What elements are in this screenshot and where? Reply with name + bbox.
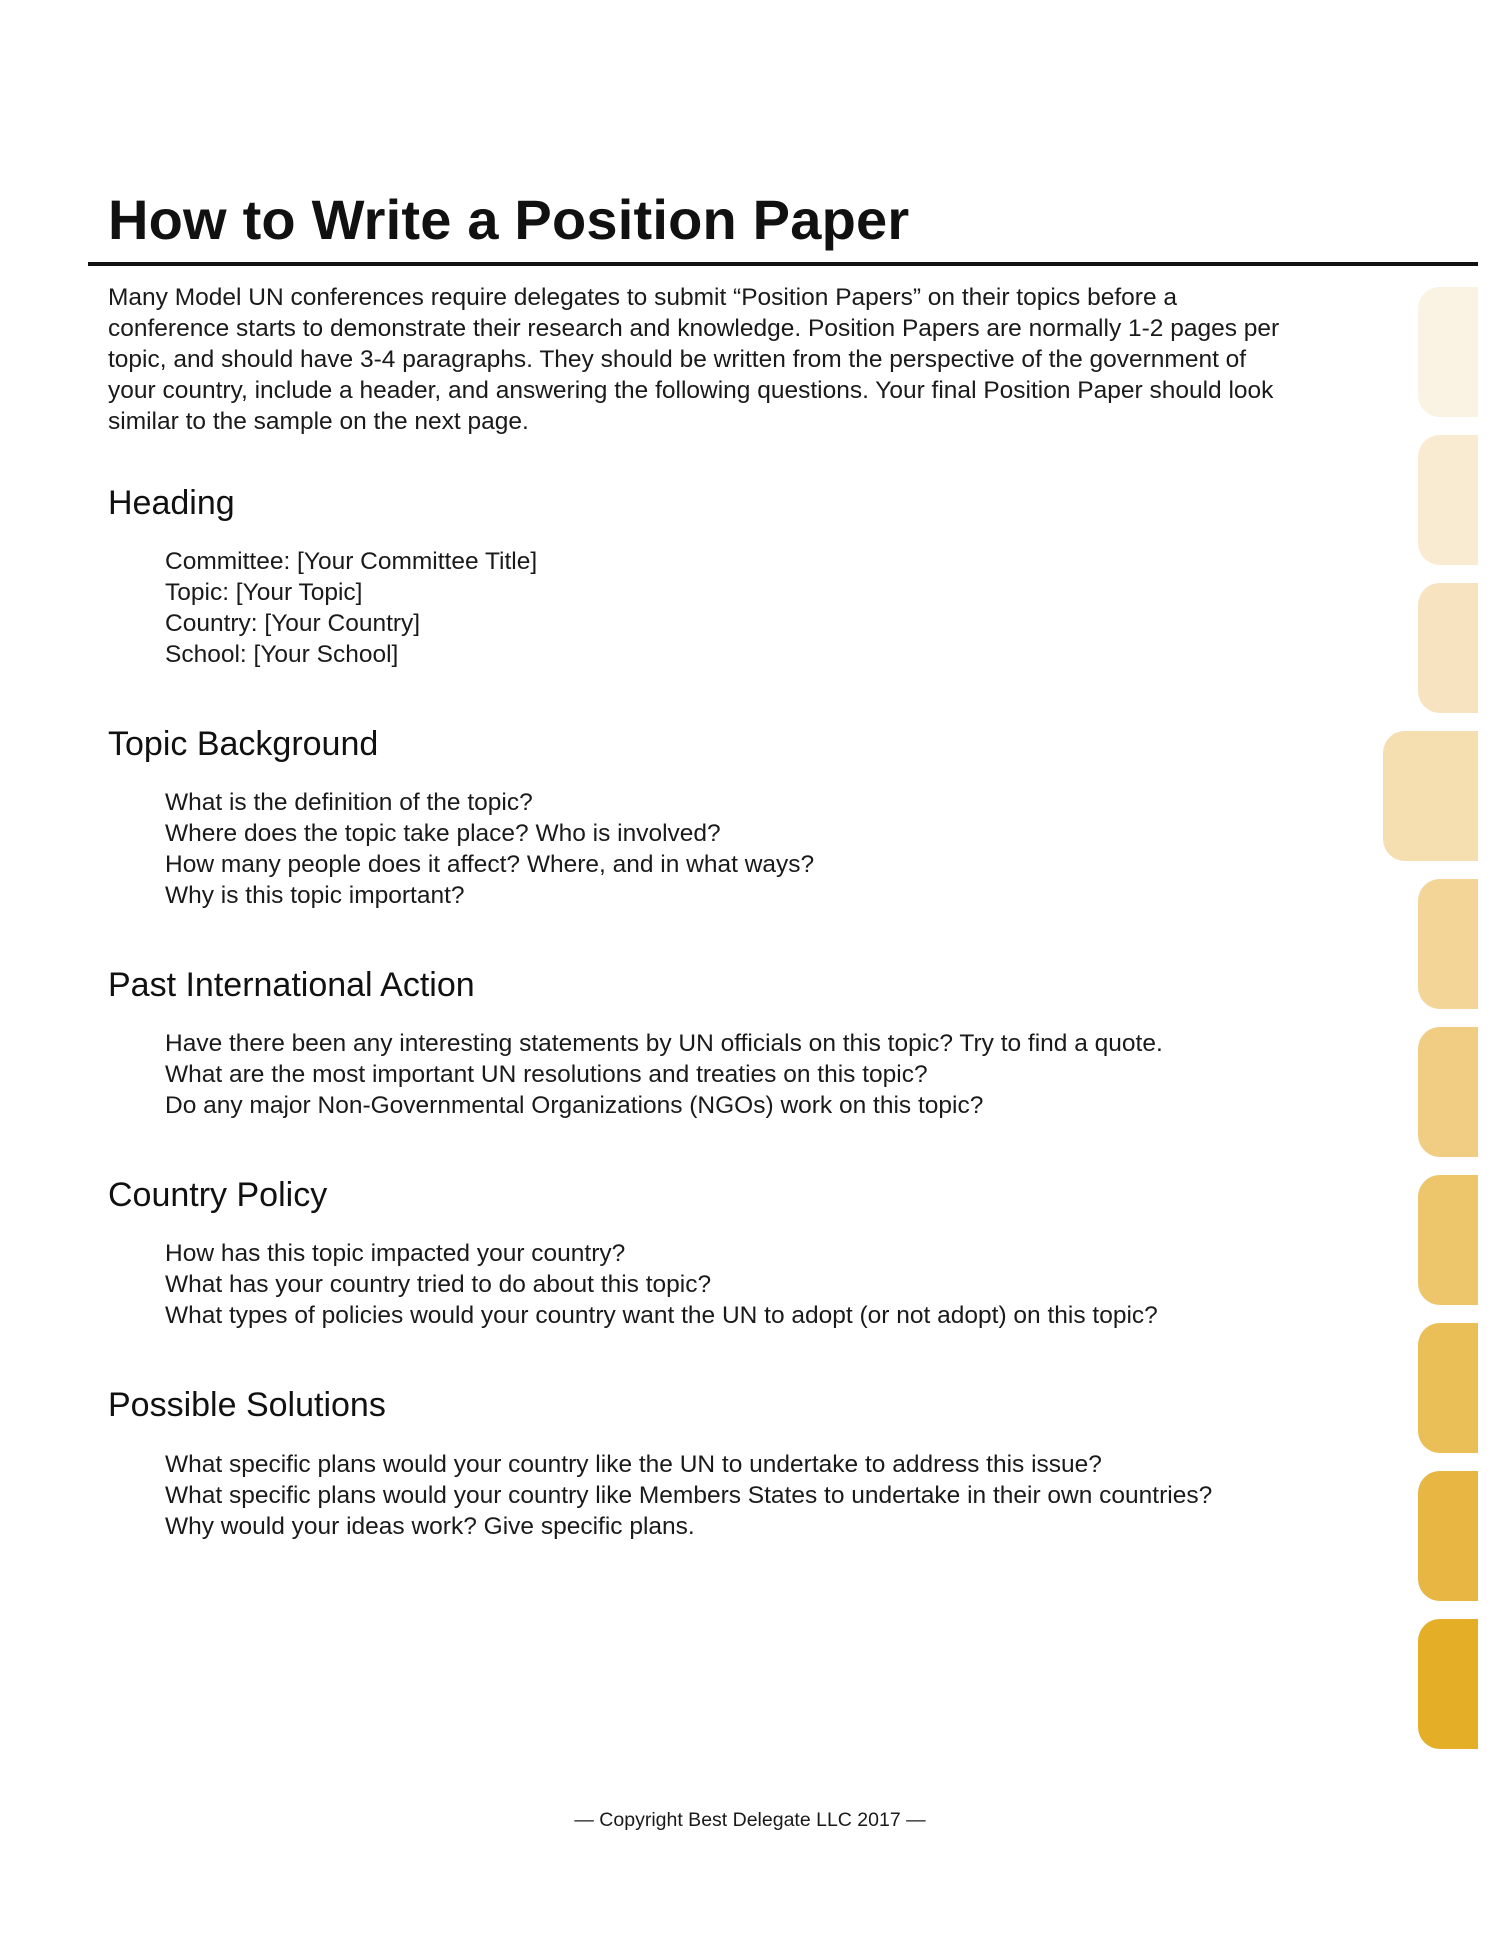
section-topic-background — [108, 724, 1308, 911]
list-item: What has your country tried to do about this topic? — [165, 1271, 712, 1298]
intro-paragraph: Many Model UN conferences require delegates to submit “Position Papers” on their topics before a conference starts to demonstrate their research and knowledge. Position Papers are normally 1-2 pages per topic, and should have 3-4 paragraphs. They should be written from the perspective of the government of your country, include a header, and answering the following questions. Your final Position Paper should look similar to the sample on the next page. — [108, 284, 1280, 435]
list-item: Do any major Non-Governmental Organizations (NGOs) work on this topic? — [165, 1092, 984, 1119]
section-past-international-action — [108, 965, 1308, 1121]
list-item: Have there been any interesting statements by UN officials on this topic? Try to find a quote. — [165, 1030, 1163, 1057]
list-item: School: [Your School] — [165, 641, 399, 668]
section-title: Topic Background — [108, 725, 379, 763]
section-tab[interactable] — [1418, 1323, 1478, 1453]
section-list — [108, 546, 1308, 670]
section-tab[interactable] — [1418, 1471, 1478, 1601]
list-item: What specific plans would your country like Members States to undertake in their own countries? — [165, 1482, 1213, 1509]
copyright-footer: — Copyright Best Delegate LLC 2017 — — [574, 1809, 926, 1831]
section-title: Country Policy — [108, 1176, 328, 1214]
section-list — [108, 1238, 1308, 1331]
section-possible-solutions — [108, 1385, 1308, 1542]
section-tab-active[interactable] — [1383, 731, 1478, 861]
section-tab[interactable] — [1418, 879, 1478, 1009]
section-title: Possible Solutions — [108, 1386, 386, 1424]
list-item: How many people does it affect? Where, and in what ways? — [165, 851, 815, 878]
section-tab[interactable] — [1418, 583, 1478, 713]
list-item: Why is this topic important? — [165, 882, 465, 909]
list-item: What specific plans would your country like the UN to undertake to address this issue? — [165, 1451, 1102, 1478]
list-item: What is the definition of the topic? — [165, 789, 533, 816]
section-tab[interactable] — [1418, 287, 1478, 417]
list-item: Country: [Your Country] — [165, 610, 421, 637]
section-title: Past International Action — [108, 966, 475, 1004]
title-divider — [88, 262, 1478, 266]
list-item: Topic: [Your Topic] — [165, 579, 363, 606]
list-item: Why would your ideas work? Give specific plans. — [165, 1513, 695, 1540]
list-item: What types of policies would your country want the UN to adopt (or not adopt) on this topic? — [165, 1302, 1158, 1329]
section-list — [108, 1449, 1308, 1542]
list-item: How has this topic impacted your country? — [165, 1240, 626, 1267]
list-item: What are the most important UN resolutions and treaties on this topic? — [165, 1061, 928, 1088]
section-tab[interactable] — [1418, 1619, 1478, 1749]
section-heading — [108, 483, 1308, 670]
section-tab[interactable] — [1418, 435, 1478, 565]
section-list — [108, 787, 1308, 911]
section-tab[interactable] — [1418, 1175, 1478, 1305]
section-country-policy — [108, 1175, 1308, 1331]
list-item: Where does the topic take place? Who is involved? — [165, 820, 721, 847]
page-title: How to Write a Position Paper — [108, 188, 910, 251]
section-list — [108, 1028, 1308, 1121]
section-tab[interactable] — [1418, 1027, 1478, 1157]
section-title: Heading — [108, 484, 235, 522]
list-item: Committee: [Your Committee Title] — [165, 548, 538, 575]
